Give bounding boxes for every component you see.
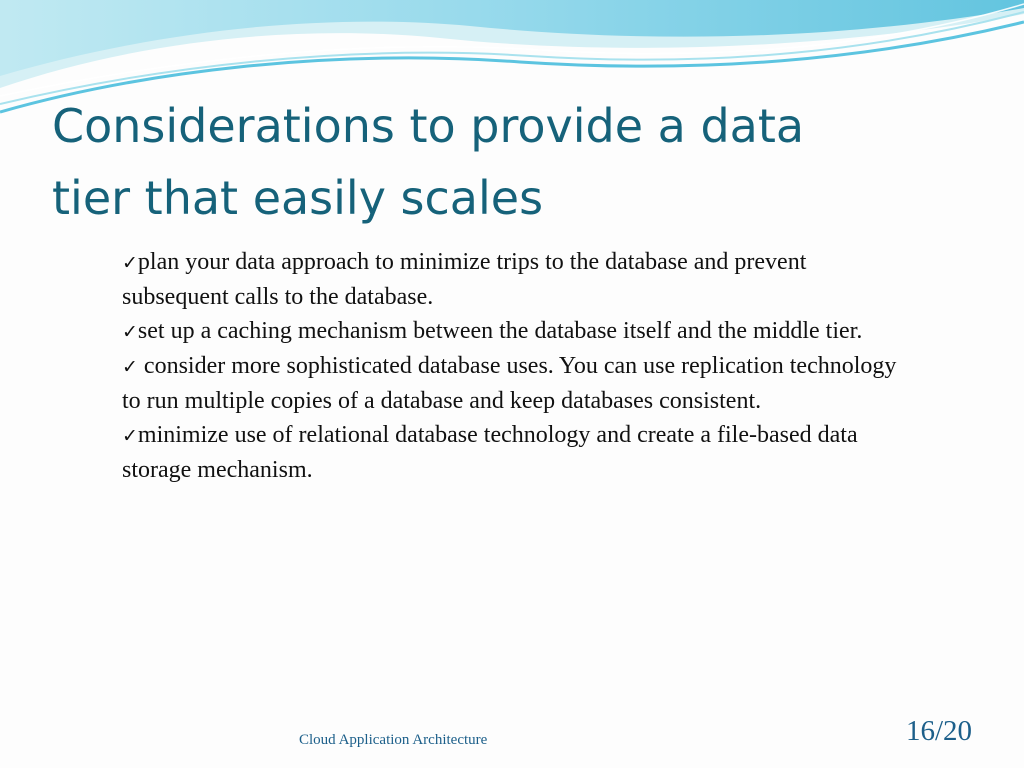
slide-footer: Cloud Application Architecture — [299, 732, 488, 748]
bullet-item — [122, 349, 912, 418]
bullet-text: minimize use of relational database technology and create a file-based data storage mechanism. — [122, 422, 858, 483]
bullet-text: set up a caching mechanism between the database itself and the middle tier. — [137, 318, 863, 344]
checkmark-icon: ✓ — [122, 321, 138, 343]
slide-title-line-2: tier that easily scales — [52, 171, 544, 225]
page-number: 16/20 — [905, 715, 972, 747]
checkmark-icon: ✓ — [122, 252, 138, 274]
checkmark-icon: ✓ — [122, 425, 138, 447]
checkmark-icon: ✓ — [122, 356, 138, 378]
bullet-item — [122, 314, 912, 349]
bullet-item — [122, 245, 912, 314]
bullet-item — [122, 418, 912, 487]
slide-title-line-1: Considerations to provide a data — [52, 99, 805, 153]
bullet-text: plan your data approach to minimize trips to the database and prevent subsequent calls to the database. — [122, 249, 807, 310]
bullet-list — [122, 245, 912, 487]
slide-title — [52, 90, 952, 234]
bullet-text: consider more sophisticated database uses. You can use replication technology to run multiple copies of a database and keep databases consistent. — [122, 353, 897, 414]
